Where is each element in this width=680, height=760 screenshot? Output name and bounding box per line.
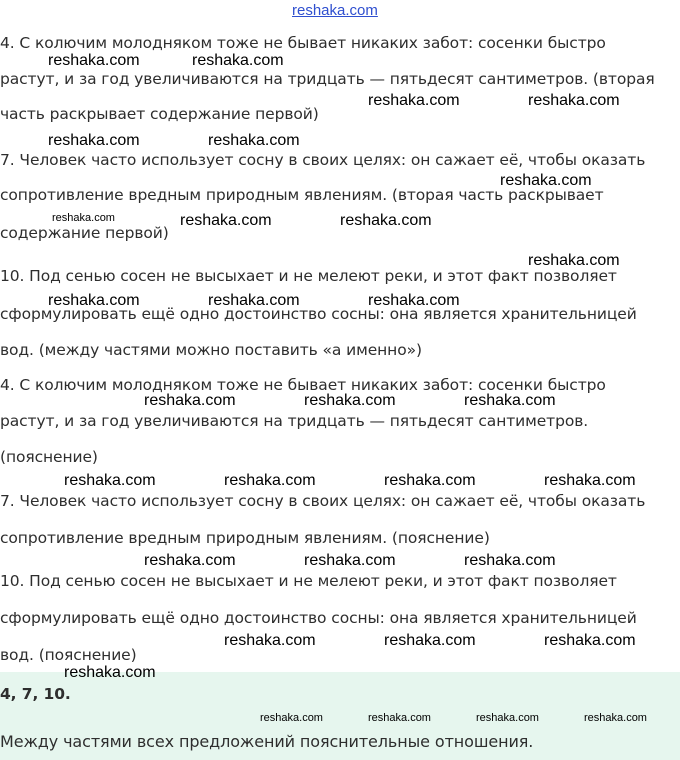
sentence-4-line-3: часть раскрывает содержание первой) [0, 105, 319, 123]
watermark: reshaka.com [464, 392, 556, 409]
watermark: reshaka.com [260, 712, 323, 724]
watermark: reshaka.com [584, 712, 647, 724]
watermark: reshaka.com [48, 292, 140, 309]
sentence-10-line-1: 10. Под сенью сосен не высыхает и не мелеют реки, и этот факт позволяет [0, 267, 617, 285]
answer-numbers: 4, 7, 10. [0, 685, 71, 703]
sentence-10-line-3: вод. (между частями можно поставить «а именно») [0, 341, 422, 359]
watermark: reshaka.com [208, 132, 300, 149]
sentence-4-line-2: растут, и за год увеличиваются на тридцать — пятьдесят сантиметров. (вторая [0, 70, 655, 88]
watermark: reshaka.com [48, 52, 140, 69]
watermark: reshaka.com [64, 664, 156, 681]
watermark: reshaka.com [304, 392, 396, 409]
watermark: reshaka.com [544, 472, 636, 489]
sentence-10b-line-1: 10. Под сенью сосен не высыхает и не мелеют реки, и этот факт позволяет [0, 572, 617, 590]
watermark: reshaka.com [52, 212, 115, 224]
watermark: reshaka.com [476, 712, 539, 724]
sentence-7-line-3: содержание первой) [0, 224, 169, 242]
watermark: reshaka.com [180, 212, 272, 229]
sentence-10b-line-2: сформулировать ещё одно достоинство сосны: она является хранительницей [0, 609, 637, 627]
watermark: reshaka.com [340, 212, 432, 229]
watermark: reshaka.com [192, 52, 284, 69]
sentence-4-line-1: 4. С колючим молодняком тоже не бывает никаких забот: сосенки быстро [0, 34, 606, 52]
watermark: reshaka.com [64, 472, 156, 489]
watermark: reshaka.com [224, 632, 316, 649]
watermark: reshaka.com [144, 392, 236, 409]
sentence-7b-line-1: 7. Человек часто использует сосну в своих целях: он сажает её, чтобы оказать [0, 492, 646, 510]
sentence-10b-line-3: вод. (пояснение) [0, 646, 137, 664]
answer-box [0, 672, 680, 760]
watermark: reshaka.com [384, 632, 476, 649]
watermark: reshaka.com [144, 552, 236, 569]
sentence-4b-line-2: растут, и за год увеличиваются на тридцать — пятьдесят сантиметров. [0, 412, 589, 430]
sentence-10-line-2: сформулировать ещё одно достоинство сосны: она является хранительницей [0, 305, 637, 323]
watermark: reshaka.com [368, 92, 460, 109]
watermark: reshaka.com [528, 252, 620, 269]
watermark: reshaka.com [368, 292, 460, 309]
sentence-4b-line-3: (пояснение) [0, 448, 98, 466]
watermark: reshaka.com [528, 92, 620, 109]
watermark: reshaka.com [224, 472, 316, 489]
sentence-4b-line-1: 4. С колючим молодняком тоже не бывает никаких забот: сосенки быстро [0, 376, 606, 394]
watermark: reshaka.com [48, 132, 140, 149]
watermark: reshaka.com [544, 632, 636, 649]
watermark: reshaka.com [500, 172, 592, 189]
watermark: reshaka.com [384, 472, 476, 489]
sentence-7b-line-2: сопротивление вредным природным явлениям. (пояснение) [0, 529, 490, 547]
watermark: reshaka.com [464, 552, 556, 569]
watermark: reshaka.com [208, 292, 300, 309]
watermark: reshaka.com [304, 552, 396, 569]
sentence-7-line-1: 7. Человек часто использует сосну в своих целях: он сажает её, чтобы оказать [0, 151, 646, 169]
sentence-7-line-2: сопротивление вредным природным явлениям. (вторая часть раскрывает [0, 186, 604, 204]
site-title[interactable]: reshaka.com [292, 2, 378, 19]
watermark: reshaka.com [368, 712, 431, 724]
answer-explanation: Между частями всех предложений пояснительные отношения. [0, 732, 534, 751]
